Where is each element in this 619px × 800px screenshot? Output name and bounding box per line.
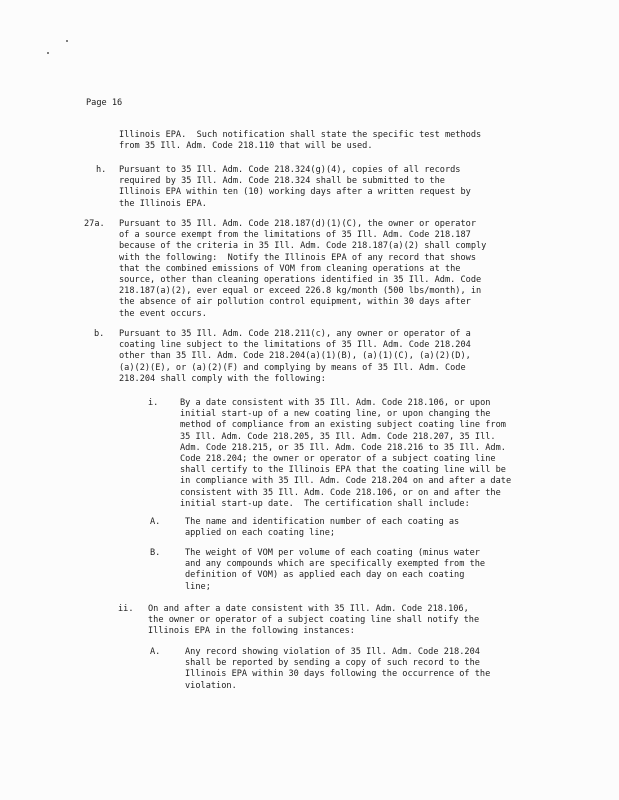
text-line: method of compliance from an existing subject coating line from — [180, 420, 506, 431]
text-line: line; — [185, 581, 211, 592]
text-line: 218.187(a)(2), ever equal or exceed 226.8 kg/month (500 lbs/month), in — [119, 286, 482, 297]
text-line: source, other than cleaning operations identified in 35 Ill. Adm. Code — [119, 275, 482, 286]
item-ii-a-label: A. — [150, 647, 161, 657]
item-i-b-paragraph — [185, 548, 485, 593]
text-line: consistent with 35 Ill. Adm. Code 218.106, or on and after the — [180, 487, 501, 498]
text-line: On and after a date consistent with 35 Ill. Adm. Code 218.106, — [148, 604, 469, 614]
item-i-label: i. — [148, 398, 159, 408]
text-line: other than 35 Ill. Adm. Code 218.204(a)(1)(B), (a)(1)(C), (a)(2)(D), — [119, 351, 471, 362]
text-line: the absence of air pollution control equipment, within 30 days after — [119, 297, 471, 308]
item-ii-label: ii. — [118, 604, 134, 614]
text-line: Code 218.204; the owner or operator of a subject coating line — [180, 454, 496, 465]
text-line: shall certify to the Illinois EPA that the coating line will be — [180, 465, 506, 476]
item-h-paragraph — [119, 165, 471, 210]
item-ii-paragraph — [148, 604, 479, 638]
text-line: from 35 Ill. Adm. Code 218.110 that will be used. — [119, 141, 373, 152]
text-line: Pursuant to 35 Ill. Adm. Code 218.324(g)(4), copies of all records — [119, 165, 461, 175]
text-line: 35 Ill. Adm. Code 218.205, 35 Ill. Adm. Code 218.207, 35 Ill. — [180, 431, 496, 442]
text-line: Pursuant to 35 Ill. Adm. Code 218.187(d)(1)(C), the owner or operator — [119, 219, 476, 229]
item-b-paragraph — [119, 329, 471, 385]
text-line: Adm. Code 218.215, or 35 Ill. Adm. Code 218.216 to 35 Ill. Adm. — [180, 442, 506, 453]
item-i-paragraph — [180, 398, 511, 510]
text-line: the owner or operator of a subject coating line shall notify the — [148, 615, 480, 626]
text-line: with the following: Notify the Illinois EPA of any record that shows — [119, 252, 476, 263]
text-line: Illinois EPA. Such notification shall state the specific test methods — [119, 130, 482, 140]
text-line: the event occurs. — [119, 308, 207, 319]
text-line: The name and identification number of each coating as — [185, 517, 460, 527]
item-i-b-label: B. — [150, 548, 161, 558]
text-line: definition of VOM) as applied each day on each coating — [185, 570, 465, 581]
text-line: shall be reported by sending a copy of such record to the — [185, 658, 480, 669]
text-line: 218.204 shall comply with the following: — [119, 373, 326, 384]
text-line: Any record showing violation of 35 Ill. Adm. Code 218.204 — [185, 647, 480, 657]
text-line: coating line subject to the limitations of 35 Ill. Adm. Code 218.204 — [119, 340, 471, 351]
continuation-paragraph — [119, 130, 481, 152]
text-line: Illinois EPA within ten (10) working days after a written request by — [119, 187, 471, 198]
text-line: in compliance with 35 Ill. Adm. Code 218.204 on and after a date — [180, 476, 512, 487]
text-line: The weight of VOM per volume of each coating (minus water — [185, 548, 480, 558]
text-line: Illinois EPA in the following instances: — [148, 626, 355, 637]
text-line: because of the criteria in 35 Ill. Adm. Code 218.187(a)(2) shall comply — [119, 241, 487, 252]
page-number: Page 16 — [86, 98, 123, 108]
text-line: By a date consistent with 35 Ill. Adm. Code 218.106, or upon — [180, 398, 491, 408]
text-line: Illinois EPA within 30 days following the occurrence of the — [185, 669, 491, 680]
text-line: applied on each coating line; — [185, 528, 336, 539]
item-h-label: h. — [96, 165, 107, 175]
text-line: the Illinois EPA. — [119, 198, 207, 209]
item-i-a-label: A. — [150, 517, 161, 527]
text-line: of a source exempt from the limitations of 35 Ill. Adm. Code 218.187 — [119, 230, 471, 241]
item-b-label: b. — [94, 329, 105, 339]
text-line: Pursuant to 35 Ill. Adm. Code 218.211(c), any owner or operator of a — [119, 329, 471, 339]
text-line: initial start-up of a new coating line, or upon changing the — [180, 409, 491, 420]
item-27a-paragraph — [119, 219, 486, 320]
item-i-a-paragraph — [185, 517, 459, 539]
text-line: initial start-up date. The certification shall include: — [180, 498, 470, 509]
scan-speck — [47, 52, 49, 54]
text-line: required by 35 Ill. Adm. Code 218.324 shall be submitted to the — [119, 176, 445, 187]
scan-speck — [66, 40, 68, 42]
text-line: violation. — [185, 680, 237, 691]
text-line: and any compounds which are specifically exempted from the — [185, 559, 486, 570]
item-27a-label: 27a. — [84, 219, 105, 229]
text-line: that the combined emissions of VOM from cleaning operations at the — [119, 263, 461, 274]
text-line: (a)(2)(E), or (a)(2)(F) and complying by means of 35 Ill. Adm. Code — [119, 362, 466, 373]
item-ii-a-paragraph — [185, 647, 490, 692]
